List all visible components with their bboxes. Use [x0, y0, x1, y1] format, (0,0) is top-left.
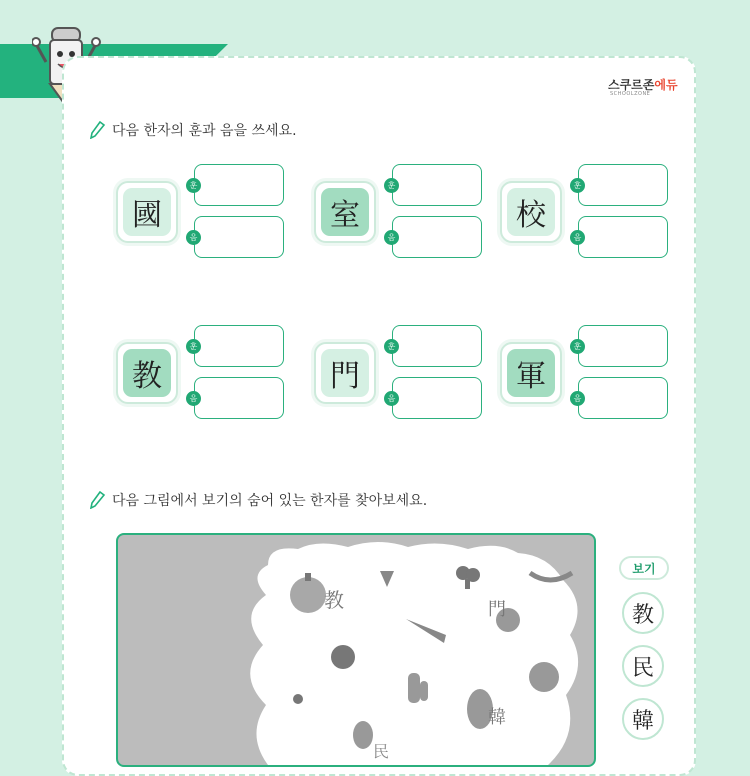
hanja-char: 軍 [507, 349, 555, 397]
hanja-item [314, 164, 494, 264]
eum-answer-field[interactable] [392, 216, 482, 258]
picture-illustration [118, 535, 594, 765]
eum-badge: 음 [570, 230, 585, 245]
hanja-char: 室 [321, 188, 369, 236]
hun-badge: 훈 [570, 339, 585, 354]
bogi-char: 民 [622, 645, 664, 687]
hun-answer-field[interactable] [578, 325, 668, 367]
hanja-item [116, 164, 296, 264]
eum-badge: 음 [384, 230, 399, 245]
hanja-char-box [314, 181, 376, 243]
hanja-char-box [116, 181, 178, 243]
hanja-char: 教 [123, 349, 171, 397]
pear-icon [353, 721, 373, 749]
hidden-hanja-picture [116, 533, 596, 767]
pencil-icon [90, 491, 106, 509]
hun-answer-field[interactable] [392, 164, 482, 206]
eum-answer-field[interactable] [194, 377, 284, 419]
pencil-icon [90, 121, 106, 139]
question-1-instruction [90, 120, 297, 140]
cabbage-icon [529, 662, 559, 692]
hidden-char-1: 門 [488, 599, 506, 620]
hun-badge: 훈 [384, 339, 399, 354]
brand-logo-sub: SCHOOLZONE [610, 91, 651, 97]
hanja-char-box [116, 342, 178, 404]
hun-badge: 훈 [186, 178, 201, 193]
tomato-icon [331, 645, 355, 669]
hanja-char-box [500, 181, 562, 243]
hun-answer-field[interactable] [578, 164, 668, 206]
hun-badge: 훈 [384, 178, 399, 193]
hanja-item [500, 325, 680, 425]
hidden-char-2: 韓 [488, 707, 506, 728]
hanja-item [314, 325, 494, 425]
bogi-title: 보기 [619, 556, 669, 580]
hanja-char-box [314, 342, 376, 404]
bogi-char: 韓 [622, 698, 664, 740]
eum-answer-field[interactable] [578, 216, 668, 258]
eum-badge: 음 [570, 391, 585, 406]
hanja-item [116, 325, 296, 425]
eum-answer-field[interactable] [578, 377, 668, 419]
question-1-text: 다음 한자의 훈과 음을 쓰세요. [112, 123, 297, 139]
hanja-char-box [500, 342, 562, 404]
hun-answer-field[interactable] [392, 325, 482, 367]
hun-badge: 훈 [186, 339, 201, 354]
eum-badge: 음 [384, 391, 399, 406]
hun-answer-field[interactable] [194, 325, 284, 367]
question-2-text: 다음 그림에서 보기의 숨어 있는 한자를 찾아보세요. [112, 493, 428, 509]
eum-answer-field[interactable] [194, 216, 284, 258]
eum-answer-field[interactable] [392, 377, 482, 419]
olive-icon [293, 694, 303, 704]
brand-logo: 스쿠르존에듀 [608, 78, 678, 92]
eum-badge: 음 [186, 230, 201, 245]
question-2-instruction [90, 490, 427, 510]
hun-answer-field[interactable] [194, 164, 284, 206]
hanja-char: 校 [507, 188, 555, 236]
bogi-char: 教 [622, 592, 664, 634]
hanja-char: 國 [123, 188, 171, 236]
hidden-char-3: 民 [373, 742, 390, 761]
hidden-char-0: 教 [324, 588, 344, 612]
hanja-char: 門 [321, 349, 369, 397]
hun-badge: 훈 [570, 178, 585, 193]
eum-badge: 음 [186, 391, 201, 406]
hanja-item [500, 164, 680, 264]
